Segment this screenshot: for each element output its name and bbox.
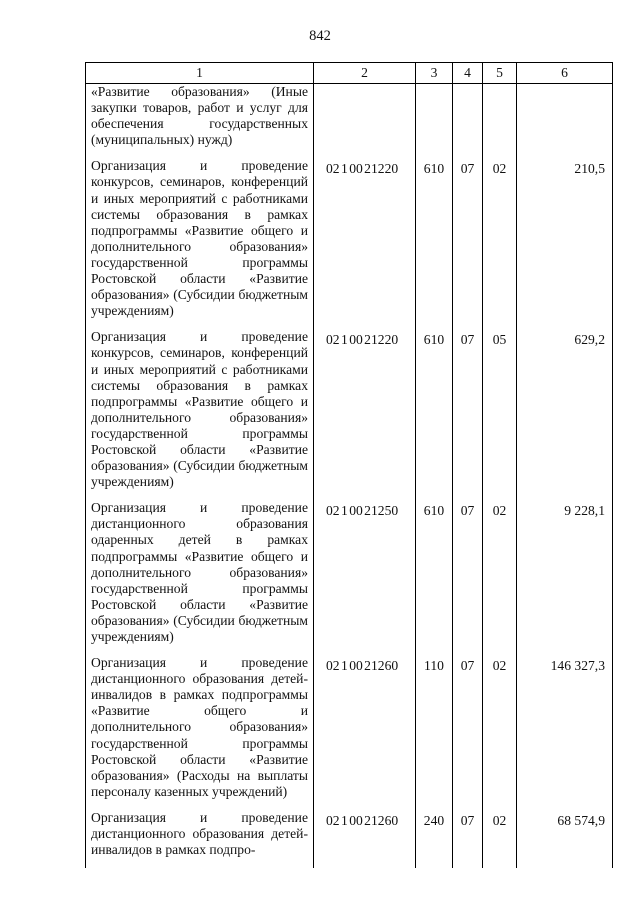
- column-header-3: 3: [416, 63, 453, 84]
- row-col4: 07: [453, 329, 483, 500]
- row-col4: 07: [453, 158, 483, 329]
- column-header-4: 4: [453, 63, 483, 84]
- row-col4: [453, 84, 483, 159]
- row-col3: [416, 84, 453, 159]
- row-description: Организация и проведение дистанционного образования детей-инвалидов в рамках подпрограммы «Развитие общего и дополнительного образования» государственной программы Ростовской области «Развитие образования» (Расходы на выплаты персоналу казенных учреждений): [86, 655, 314, 810]
- row-col4: 07: [453, 810, 483, 868]
- row-col4: 07: [453, 500, 483, 655]
- budget-table: [85, 62, 613, 868]
- row-amount: 146 327,3: [517, 655, 613, 810]
- row-col3: 610: [416, 329, 453, 500]
- table-header-row: [86, 63, 613, 84]
- row-col3: 110: [416, 655, 453, 810]
- row-amount: 9 228,1: [517, 500, 613, 655]
- column-header-6: 6: [517, 63, 613, 84]
- row-col5: [483, 84, 517, 159]
- row-code: 02 1 00 21220: [314, 158, 416, 329]
- row-description: Организация и проведение конкурсов, семинаров, конференций и иных мероприятий с работниками системы образования в рамках подпрограммы «Развитие общего и дополнительного образования» государственной программы Ростовской области «Развитие образования» (Субсидии бюджетным учреждениям): [86, 158, 314, 329]
- row-description: Организация и проведение дистанционного образования одаренных детей в рамках подпрограммы «Развитие общего и дополнительного образования» государственной программы Ростовской области «Развитие образования» (Субсидии бюджетным учреждениям): [86, 500, 314, 655]
- row-code: 02 1 00 21250: [314, 500, 416, 655]
- row-code: 02 1 00 21260: [314, 655, 416, 810]
- row-col5: 02: [483, 500, 517, 655]
- row-col5: 02: [483, 655, 517, 810]
- row-col3: 610: [416, 500, 453, 655]
- table-row: [86, 84, 613, 159]
- column-header-2: 2: [314, 63, 416, 84]
- row-amount: 210,5: [517, 158, 613, 329]
- row-amount: 629,2: [517, 329, 613, 500]
- table-row: [86, 810, 613, 868]
- table-row: [86, 158, 613, 329]
- page-number: 842: [309, 28, 331, 44]
- row-col4: 07: [453, 655, 483, 810]
- table-row: [86, 329, 613, 500]
- row-col5: 02: [483, 158, 517, 329]
- row-code: 02 1 00 21260: [314, 810, 416, 868]
- row-description: «Развитие образования» (Иные закупки товаров, работ и услуг для обеспечения государственных (муниципальных) нужд): [86, 84, 314, 159]
- row-col3: 610: [416, 158, 453, 329]
- row-code: 02 1 00 21220: [314, 329, 416, 500]
- table-row: [86, 655, 613, 810]
- row-code: [314, 84, 416, 159]
- row-description: Организация и проведение конкурсов, семинаров, конференций и иных мероприятий с работниками системы образования в рамках подпрограммы «Развитие общего и дополнительного образования» государственной программы Ростовской области «Развитие образования» (Субсидии бюджетным учреждениям): [86, 329, 314, 500]
- row-amount: [517, 84, 613, 159]
- row-col3: 240: [416, 810, 453, 868]
- row-amount: 68 574,9: [517, 810, 613, 868]
- row-col5: 02: [483, 810, 517, 868]
- table-row: [86, 500, 613, 655]
- column-header-5: 5: [483, 63, 517, 84]
- column-header-1: 1: [86, 63, 314, 84]
- row-col5: 05: [483, 329, 517, 500]
- row-description: Организация и проведение дистанционного образования детей-инвалидов в рамках подпро-: [86, 810, 314, 868]
